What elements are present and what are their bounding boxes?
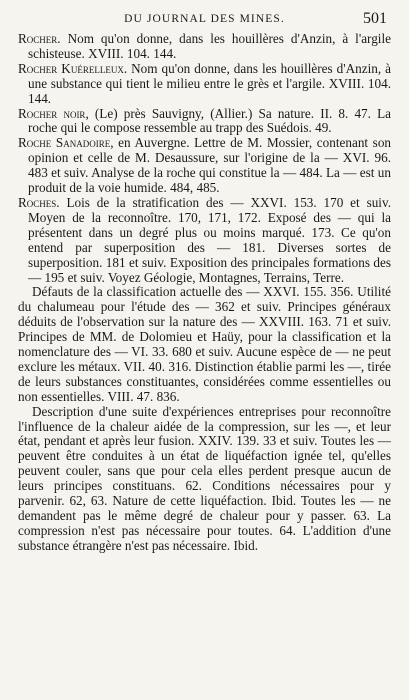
entry-headword: Rocher Kuérelleux.: [18, 60, 128, 76]
entry-headword: Roches.: [18, 194, 60, 210]
entry-text: Nom qu'on donne, dans les houillères d'Anzin, à une substance qui tient le milieu entre le grès et l'argile. XVIII. 104. 144.: [28, 60, 392, 106]
entry-text: (Le) près Sauvigny, (Allier.) Sa nature. II. 8. 47. La roche qui le compose ressemble au trapp des Suédois. 49.: [28, 105, 391, 136]
index-paragraph: Défauts de la classification actuelle des — XXVI. 155. 356. Utilité du chalumeau pour l'étude des — 362 et suiv. Principes généraux déduits de l'observation sur la nature des — XXVIII. 163. 71 et suiv. Principes de MM. de Dolomieu et Haüy, pour la classification et la nomenclature des — VI. 33. 680 et suiv. Aucune espèce de — ne peut exclure les métaux. VII. 40. 316. Distinction établie parmi les —, tirée de leurs substances constituantes, considérées comme essentielles ou non essentielles. VIII. 47. 836.: [18, 284, 391, 404]
running-title: DU JOURNAL DES MINES.: [124, 13, 285, 25]
index-entry: [18, 107, 391, 137]
index-body: [18, 32, 391, 554]
index-paragraph: Description d'une suite d'expériences entreprises pour reconnoître l'influence de la chaleur aidée de la compression, sur les —, et leur état, pendant et après leur fusion. XXIV. 139. 33 et suiv. Toutes les — peuvent être conduites à un état de liquéfaction ignée tel, qu'elles peuvent couler, sans que pour cela elles perdent presque aucun de leurs principes constituans. 62. Conditions nécessaires pour y parvenir. 62, 63. Nature de cette liquéfaction. Ibid. Toutes les — ne demandent pas le même degré de chaleur pour y passer. 63. La compression n'est pas nécessaire pour toutes. 64. L'addition d'une substance étrangère n'est pas nécessaire. Ibid.: [18, 403, 391, 553]
entry-text: en Auvergne. Lettre de M. Mossier, contenant son opinion et celle de M. Desaussure, sur l'origine de la — XVI. 96. 483 et suiv. Analyse de la roche qui constitue la — 484. La — est un produit de la voie humide. 484, 485.: [28, 135, 392, 196]
index-entry: [18, 32, 391, 62]
index-entry: [18, 196, 391, 285]
entry-headword: Rocher.: [18, 31, 61, 46]
entry-headword: Roche Sanadoire,: [18, 135, 114, 151]
entry-text: Nom qu'on donne, dans les houillères d'Anzin, à l'argile schisteuse. XVIII. 104. 144.: [28, 31, 391, 61]
index-entry: [18, 62, 391, 107]
running-head: [18, 10, 391, 32]
index-entry: [18, 136, 391, 196]
entry-text: Lois de la stratification des — XXVI. 153. 170 et suiv. Moyen de la reconnoître. 170, 171, 172. Exposé des — qui la présentent dans un degré plus ou moins marqué. 173. Ce qu'on entend par superposition des — 181. Diverses sortes de superposition. 181 et suiv. Exposition des principales formations des — 195 et suiv. Voyez Géologie, Montagnes, Terrains, Terre.: [28, 194, 391, 285]
page-number: 501: [363, 10, 387, 27]
entry-headword: Rocher noir,: [18, 105, 89, 121]
